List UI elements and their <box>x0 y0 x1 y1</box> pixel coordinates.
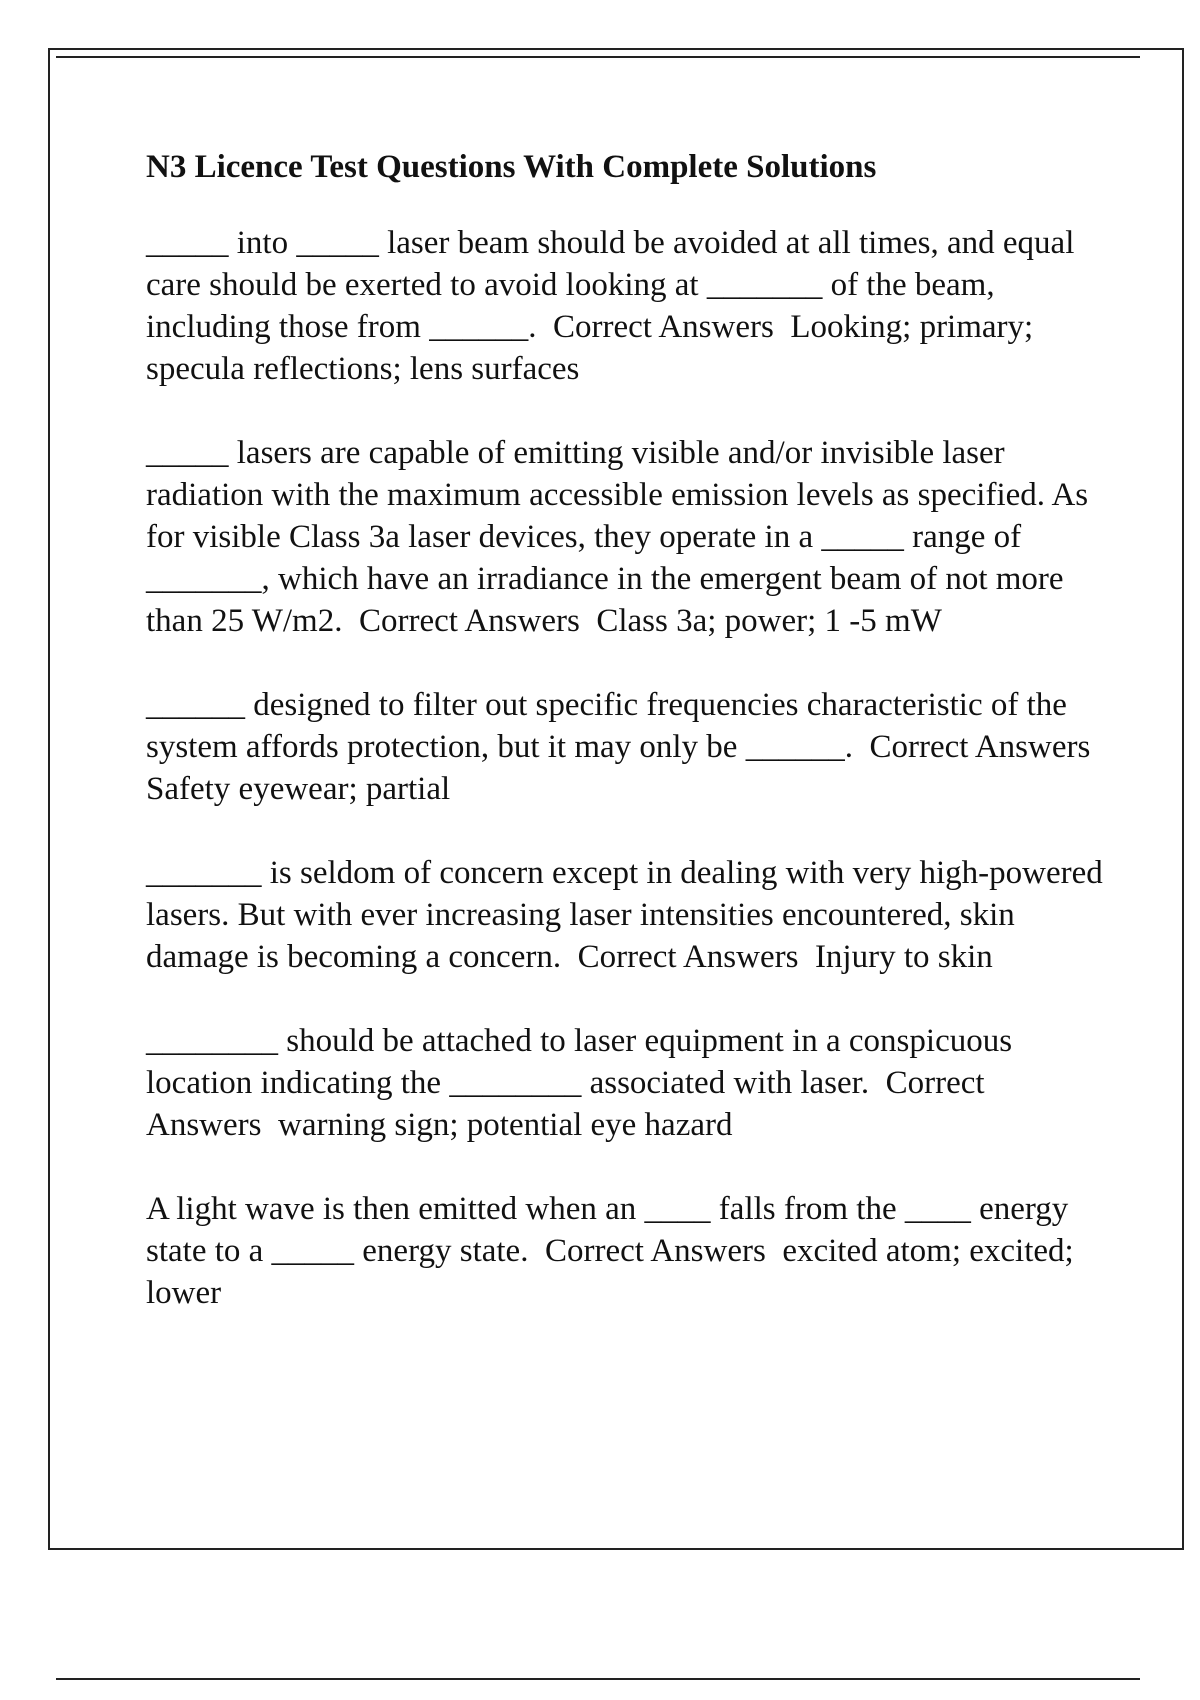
bottom-rule <box>56 1678 1140 1680</box>
top-rule <box>56 56 1140 58</box>
question-answer-5: ________ should be attached to laser equipment in a conspicuous location indicating the ________ associated with laser. Correct Answers warning sign; potential eye hazard <box>146 1023 1021 1143</box>
document-body <box>146 146 1111 1356</box>
question-answer-3: ______ designed to filter out specific frequencies characteristic of the system affords protection, but it may only be ______. Correct Answers Safety eyewear; partial <box>146 687 1107 807</box>
question-answer-4: _______ is seldom of concern except in dealing with very high-powered lasers. But with ever increasing laser intensities encountered, skin damage is becoming a concern. Correct Answers Injury to skin <box>146 855 1111 975</box>
document-title: N3 Licence Test Questions With Complete Solutions <box>146 149 877 185</box>
question-answer-2: _____ lasers are capable of emitting visible and/or invisible laser radiation with the maximum accessible emission levels as specified. As for visible Class 3a laser devices, they operate in a _____ range of _______, which have an irradiance in the emergent beam of not more than 25 W/m2. Correct Answers Class 3a; power; 1 -5 mW <box>146 435 1097 639</box>
question-answer-1: _____ into _____ laser beam should be avoided at all times, and equal care should be exerted to avoid looking at _______ of the beam, including those from ______. Correct Answers Looking; primary; specula reflections; lens surfaces <box>146 225 1083 387</box>
question-answer-6: A light wave is then emitted when an ____ falls from the ____ energy state to a _____ energy state. Correct Answers excited atom; excited; lower <box>146 1191 1082 1311</box>
